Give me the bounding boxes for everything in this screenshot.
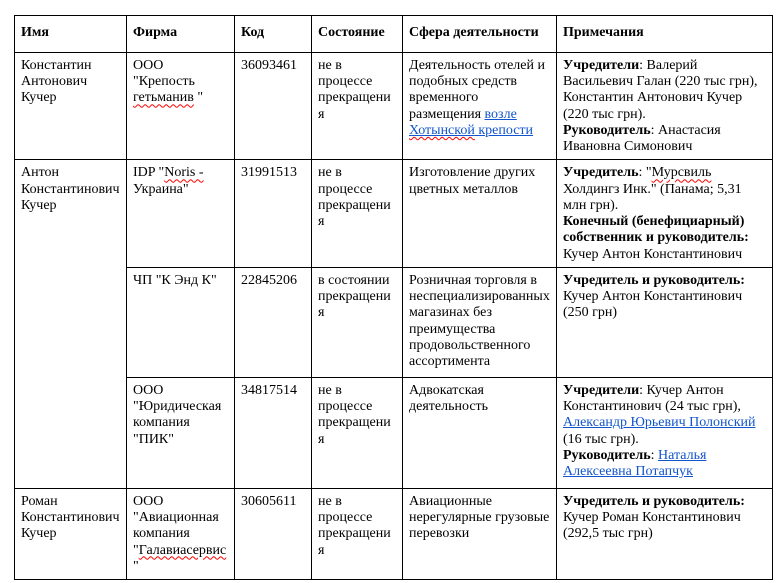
text-run	[652, 165, 712, 180]
cell-activity	[403, 53, 557, 160]
cell-notes	[557, 488, 773, 579]
cell-notes	[557, 267, 773, 377]
cell-state: не в процессе прекращения	[312, 488, 403, 579]
text-run: Авиационные нерегулярные грузовые перевозки	[409, 493, 550, 542]
table-row	[15, 377, 773, 488]
cell-notes	[557, 377, 773, 488]
cell-state: не в процессе прекращения	[312, 53, 403, 160]
text-run: : Кучер Антон Константинович (24 тыс грн),	[563, 382, 741, 415]
cell-notes	[557, 160, 773, 267]
cell-activity	[403, 160, 557, 267]
cell-notes	[557, 53, 773, 160]
text-run: Украина"	[133, 181, 189, 197]
cell-code: 34817514	[235, 377, 312, 488]
cell-person-name: Константин Антонович Кучер	[15, 53, 127, 160]
table-row	[15, 160, 773, 267]
cell-person-name: Антон Константинович Кучер	[15, 160, 127, 488]
table-row	[15, 488, 773, 579]
text-run: Кучер Роман Константинович (292,5 тыс грн)	[563, 510, 741, 542]
misspelled-word: гетьманив	[133, 90, 194, 106]
cell-state: не в процессе прекращения	[312, 160, 403, 267]
text-run: Розничная торговля в неспециализированных магазинах без преимущества продовольственного ассортимента	[409, 272, 550, 369]
misspelled-word: Noris -	[164, 165, 204, 181]
cell-activity	[403, 267, 557, 377]
text-run: Кучер Антон Константинович (250 грн)	[563, 289, 743, 321]
link[interactable]: крепости	[474, 122, 534, 138]
table-header-row	[15, 16, 773, 53]
text-run: "	[193, 90, 204, 106]
text-run: : Анастасия Ивановна Симонович	[563, 122, 721, 155]
cell-state: не в процессе прекращения	[312, 377, 403, 488]
bold-label: Руководитель	[563, 447, 651, 463]
cell-firm	[127, 267, 235, 377]
col-header-name: Имя	[15, 16, 127, 53]
cell-firm	[127, 377, 235, 488]
misspelled-word: Галавиасервис	[138, 542, 227, 558]
link[interactable]: Наталья Алексеевна Потапчук	[563, 447, 707, 479]
text-run	[164, 165, 203, 180]
cell-person-name: Роман Константинович Кучер	[15, 488, 127, 579]
cell-activity	[403, 488, 557, 579]
misspelled-word: Мурсвиль	[651, 165, 712, 181]
text-run: Холдингз Инк." (Панама; 5,31 млн грн).	[563, 181, 742, 213]
text-run: ЧП "К Энд К"	[133, 272, 217, 288]
link[interactable]: Александр Юрьевич Полонский	[563, 415, 756, 431]
text-run: Изготовление других цветных металлов	[409, 165, 536, 197]
col-header-state: Состояние	[312, 16, 403, 53]
text-run: : "	[638, 165, 652, 181]
text-run: Деятельность отелей и подобных средств временного размещения	[409, 58, 545, 122]
table-row	[15, 267, 773, 377]
cell-firm	[127, 488, 235, 579]
bold-label: Руководитель	[563, 122, 651, 138]
cell-activity	[403, 377, 557, 488]
cell-code: 31991513	[235, 160, 312, 267]
text-run: : Валерий Васильевич Галан (220 тыс грн), Константин Антонович Кучер (220 тыс грн).	[563, 58, 758, 122]
table-row	[15, 53, 773, 160]
bold-label: Учредитель и руководитель:	[563, 493, 745, 509]
text-run: IDP "	[133, 165, 165, 181]
bold-label: Учредители	[563, 382, 640, 398]
companies-table	[14, 15, 773, 580]
bold-label: Конечный (бенефициарный) собственник и руководитель:	[563, 214, 749, 246]
text-run: ООО "Крепость	[133, 58, 195, 90]
col-header-notes: Примечания	[557, 16, 773, 53]
cell-firm	[127, 53, 235, 160]
bold-label: Учредитель и руководитель:	[563, 272, 745, 288]
text-run: :	[650, 447, 659, 463]
bold-label: Учредитель	[563, 165, 639, 181]
link[interactable]	[409, 123, 475, 138]
cell-code: 22845206	[235, 267, 312, 377]
text-run: ООО "Юридическая компания "ПИК"	[133, 382, 222, 447]
cell-code: 30605611	[235, 488, 312, 579]
col-header-code: Код	[235, 16, 312, 53]
misspelled-word: Хотынской	[409, 122, 475, 138]
text-run	[133, 90, 194, 105]
cell-state: в состоянии прекращения	[312, 267, 403, 377]
bold-label: Учредители	[563, 58, 640, 73]
text-run: ООО "Авиационная компания "	[133, 493, 219, 558]
cell-code: 36093461	[235, 53, 312, 160]
text-run: Кучер Антон Константинович	[563, 246, 743, 262]
cell-firm	[127, 160, 235, 267]
text-run	[139, 543, 227, 558]
col-header-activity: Сфера деятельности	[403, 16, 557, 53]
text-run: Адвокатская деятельность	[409, 382, 489, 415]
text-run: (16 тыс грн).	[563, 431, 639, 447]
link[interactable]: возле	[484, 106, 517, 122]
col-header-firm: Фирма	[127, 16, 235, 53]
text-run: "	[133, 558, 139, 574]
